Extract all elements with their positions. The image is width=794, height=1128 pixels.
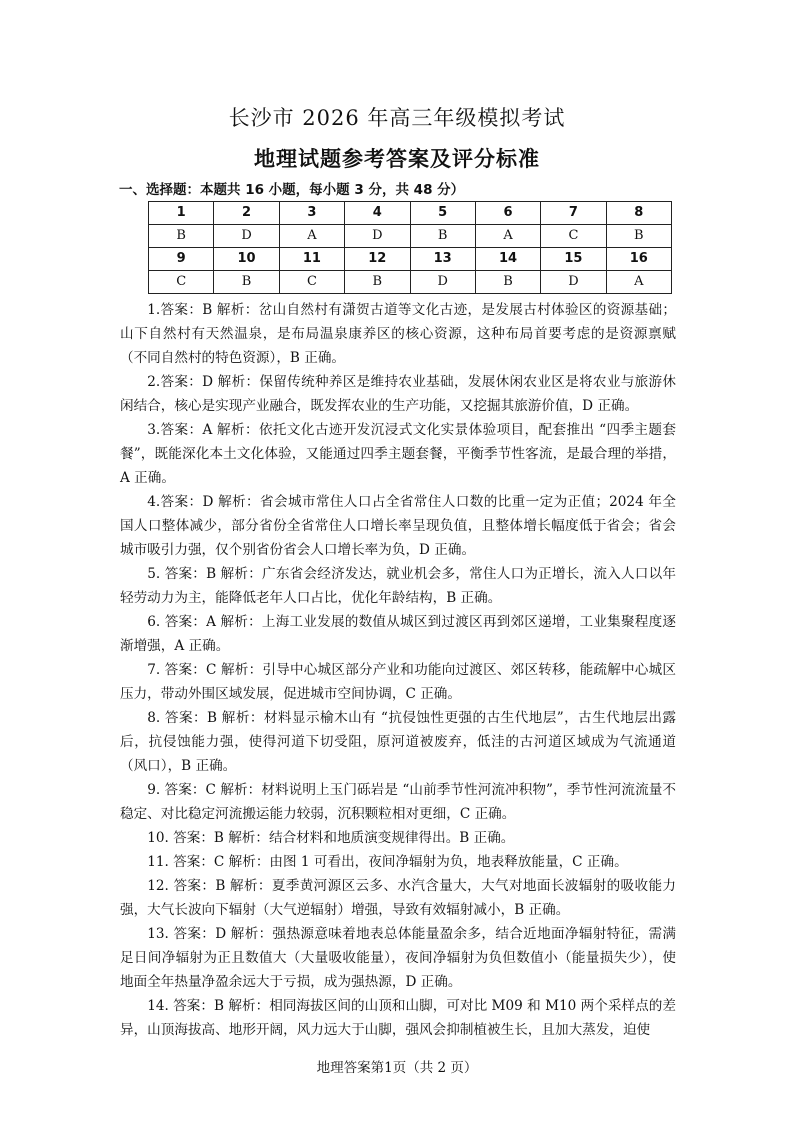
explanations [120,298,676,1042]
answer-cell: A [475,225,540,248]
explanation-paragraph: 12. 答案：B 解析：夏季黄河源区云多、水汽含量大，大气对地面长波辐射的吸收能力强，大气长波向下辐射（大气逆辐射）增强，导致有效辐射减小，B 正确。 [120,878,676,918]
question-number-cell: 13 [410,248,475,271]
explanation-paragraph: 5. 答案：B 解析：广东省会经济发达，就业机会多，常住人口为正增长，流入人口以年轻劳动力为主，能降低老年人口占比，优化年龄结构，B 正确。 [120,566,676,606]
question-number-cell: 1 [149,202,214,225]
answer-row [149,271,672,294]
answer-cell: B [345,271,410,294]
explanation-paragraph: 11. 答案：C 解析：由图 1 可看出，夜间净辐射为负，地表释放能量，C 正确。 [147,854,628,870]
section-heading: 一、选择题：本题共 16 小题，每小题 3 分，共 48 分） [119,182,465,198]
answer-cell: B [606,225,671,248]
answer-cell: A [606,271,671,294]
document-subtitle: 地理试题参考答案及评分标准 [254,147,540,171]
answer-cell: B [214,271,279,294]
answer-cell: D [541,271,606,294]
answer-cell: D [345,225,410,248]
explanation-paragraph: 13. 答案：D 解析：强热源意味着地表总体能量盈余多，结合近地面净辐射特征，需满足日间净辐射为正且数值大（大量吸收能量），夜间净辐射为负但数值小（能量损失少），使地面全年热量净盈余远大于亏损，成为强热源，D 正确。 [120,926,676,990]
answer-cell: D [410,271,475,294]
explanation-paragraph: 8. 答案：B 解析：材料显示榆木山有 “抗侵蚀性更强的古生代地层”，古生代地层出露后，抗侵蚀能力强，使得河道下切受阻，原河道被废弃，低洼的古河道区域成为气流通道（风口），B 正确。 [120,710,676,774]
question-number-cell: 2 [214,202,279,225]
answer-table [148,201,672,294]
explanation-paragraph: 7. 答案：C 解析：引导中心城区部分产业和功能向过渡区、郊区转移，能疏解中心城区压力，带动外围区域发展，促进城市空间协调，C 正确。 [120,662,676,702]
question-number-cell: 5 [410,202,475,225]
explanation-paragraph: 14. 答案：B 解析：相同海拔区间的山顶和山脚，可对比 M09 和 M10 两个采样点的差异，山顶海拔高、地形开阔，风力远大于山脚，强风会抑制植被生长，且加大蒸发，迫使 [120,998,676,1038]
question-number-cell: 15 [541,248,606,271]
question-number-cell: 14 [475,248,540,271]
page-footer: 地理答案第1页（共 2 页） [316,1060,478,1076]
question-number-cell: 4 [345,202,410,225]
document-title: 长沙市 2026 年高三年级模拟考试 [228,106,566,130]
question-number-cell: 6 [475,202,540,225]
explanation-paragraph: 1.答案：B 解析：岔山自然村有潇贺古道等文化古迹，是发展古村体验区的资源基础；山下自然村有天然温泉，是布局温泉康养区的核心资源，这种布局首要考虑的是资源禀赋（不同自然村的特色资源），B 正确。 [120,302,676,366]
question-number-cell: 9 [149,248,214,271]
question-number-cell: 11 [279,248,344,271]
answer-cell: C [149,271,214,294]
question-number-cell: 16 [606,248,671,271]
question-number-row [149,202,672,225]
explanation-paragraph: 6. 答案：A 解析：上海工业发展的数值从城区到过渡区再到郊区递增，工业集聚程度逐渐增强，A 正确。 [120,614,676,654]
explanation-paragraph: 3.答案：A 解析：依托文化古迹开发沉浸式文化实景体验项目，配套推出 “四季主题套餐”，既能深化本土文化体验，又能通过四季主题套餐，平衡季节性客流，是最合理的举措，A 正确。 [120,422,676,486]
answer-cell: C [279,271,344,294]
question-number-cell: 8 [606,202,671,225]
explanation-paragraph: 10. 答案：B 解析：结合材料和地质演变规律得出。B 正确。 [147,830,515,846]
explanation-paragraph: 9. 答案：C 解析：材料说明上玉门砾岩是 “山前季节性河流冲积物”，季节性河流流量不稳定、对比稳定河流搬运能力较弱，沉积颗粒相对更细，C 正确。 [120,782,676,822]
question-number-row [149,248,672,271]
answer-row [149,225,672,248]
answer-cell: B [475,271,540,294]
answer-cell: A [279,225,344,248]
question-number-cell: 12 [345,248,410,271]
question-number-cell: 7 [541,202,606,225]
answer-cell: C [541,225,606,248]
explanation-paragraph: 4.答案：D 解析：省会城市常住人口占全省常住人口数的比重一定为正值；2024 年全国人口整体减少，部分省份全省常住人口增长率呈现负值，且整体增长幅度低于省会；省会城市吸引力强，仅个别省份省会人口增长率为负，D 正确。 [120,494,676,558]
explanation-paragraph: 2.答案：D 解析：保留传统种养区是维持农业基础，发展休闲农业区是将农业与旅游休闲结合，核心是实现产业融合，既发挥农业的生产功能，又挖掘其旅游价值，D 正确。 [120,374,676,414]
answer-cell: D [214,225,279,248]
answer-cell: B [149,225,214,248]
answer-cell: B [410,225,475,248]
question-number-cell: 3 [279,202,344,225]
question-number-cell: 10 [214,248,279,271]
